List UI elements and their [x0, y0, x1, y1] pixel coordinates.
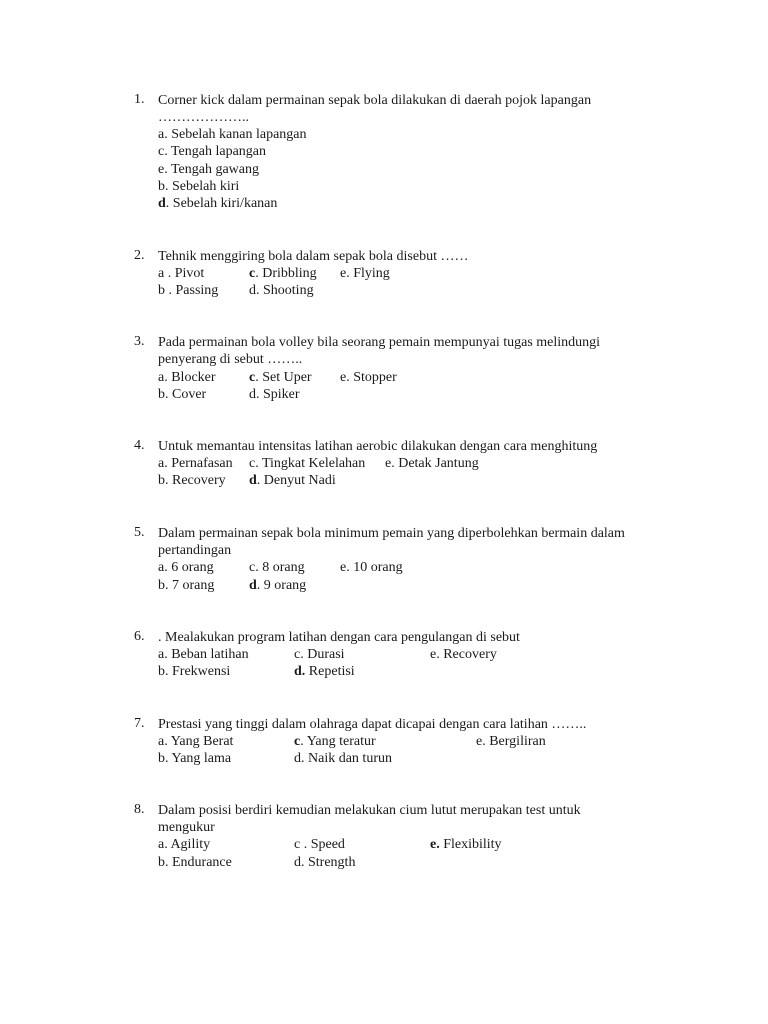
option-text: . Speed [300, 837, 345, 852]
option-letter: c. [249, 456, 259, 471]
option-letter: b. [158, 664, 169, 679]
option-letter: b. [158, 387, 169, 402]
option-letter: b [158, 283, 165, 298]
option-letter: e. [476, 734, 486, 749]
option-b [158, 663, 230, 680]
option-text: Durasi [303, 647, 345, 662]
question-number: 2. [134, 248, 145, 263]
option-a [158, 126, 307, 143]
option-letter: c [249, 370, 256, 385]
option-text: . Denyut Nadi [256, 473, 336, 488]
question-stem-line: penyerang di sebut …….. [158, 352, 303, 367]
option-letter: d [158, 196, 166, 211]
option-text: . Sebelah kiri/kanan [165, 196, 278, 211]
option-letter: c. [294, 647, 304, 662]
option-text: Recovery [168, 473, 226, 488]
question-number: 5. [134, 525, 145, 540]
option-b [158, 386, 206, 403]
option-text: Yang lama [168, 751, 232, 766]
option-a [158, 733, 233, 750]
option-text: Yang Berat [167, 734, 234, 749]
option-letter: c [294, 734, 301, 749]
option-text: Spiker [259, 387, 300, 402]
option-text: Tingkat Kelelahan [258, 456, 366, 471]
option-c [294, 836, 345, 853]
option-letter: e. [340, 560, 350, 575]
option-text: Blocker [167, 370, 216, 385]
option-letter: e. [340, 370, 350, 385]
option-text: 8 orang [258, 560, 305, 575]
option-text: . Set Uper [255, 370, 312, 385]
option-c [294, 733, 376, 750]
option-text: 10 orang [349, 560, 403, 575]
option-text: Repetisi [305, 664, 355, 679]
question-stem-line: . Mealakukan program latihan dengan cara pengulangan di sebut [158, 630, 520, 645]
option-b [158, 854, 232, 871]
option-text: Recovery [439, 647, 497, 662]
option-text: . 9 orang [256, 578, 307, 593]
option-a [158, 646, 249, 663]
question-number: 3. [134, 334, 145, 349]
option-d [294, 750, 392, 767]
option-letter: d. [294, 751, 305, 766]
option-b [158, 178, 239, 195]
option-letter: a. [158, 456, 168, 471]
option-letter: e. [430, 647, 440, 662]
option-e [430, 646, 497, 663]
option-letter: c [294, 837, 301, 852]
option-e [340, 559, 403, 576]
option-e [476, 733, 546, 750]
question-stem-line: ……………….. [158, 110, 249, 125]
option-letter: c. [249, 560, 259, 575]
option-text: Flying [349, 266, 390, 281]
option-b [158, 282, 218, 299]
option-e [158, 161, 259, 178]
option-text: Sebelah kanan lapangan [167, 127, 307, 142]
option-text: Sebelah kiri [168, 179, 240, 194]
option-text: Shooting [259, 283, 314, 298]
option-a [158, 369, 216, 386]
question-number: 1. [134, 92, 145, 107]
option-text: Stopper [349, 370, 397, 385]
option-text: Frekwensi [168, 664, 231, 679]
option-letter: a. [158, 127, 168, 142]
option-d [158, 195, 277, 212]
question-number: 8. [134, 802, 145, 817]
option-a [158, 265, 204, 282]
option-letter: d. [249, 283, 260, 298]
option-letter: d [249, 473, 257, 488]
option-c [158, 143, 266, 160]
option-text: 6 orang [167, 560, 214, 575]
option-letter: b. [158, 179, 169, 194]
option-letter: e. [385, 456, 395, 471]
option-text: . Passing [165, 283, 219, 298]
option-c [249, 455, 365, 472]
option-text: Strength [304, 855, 356, 870]
option-letter: b. [158, 855, 169, 870]
question-stem-line: mengukur [158, 820, 215, 835]
option-a [158, 455, 233, 472]
option-e [340, 369, 397, 386]
option-text: Cover [168, 387, 207, 402]
question-number: 7. [134, 716, 145, 731]
question-number: 4. [134, 438, 145, 453]
option-letter: d. [249, 387, 260, 402]
option-text: . Pivot [164, 266, 205, 281]
option-text: Bergiliran [485, 734, 546, 749]
option-letter: a. [158, 734, 168, 749]
question-stem-line: Untuk memantau intensitas latihan aerobic dilakukan dengan cara menghitung [158, 439, 598, 454]
option-d [294, 663, 355, 680]
option-letter: a. [158, 370, 168, 385]
option-text: Beban latihan [167, 647, 249, 662]
option-letter: b. [158, 473, 169, 488]
option-d [249, 386, 300, 403]
option-c [249, 265, 317, 282]
option-text: Flexibility [439, 837, 502, 852]
option-c [249, 559, 305, 576]
option-letter: c. [158, 144, 168, 159]
question-number: 6. [134, 629, 145, 644]
option-text: Endurance [168, 855, 232, 870]
question-stem-line: Dalam posisi berdiri kemudian melakukan cium lutut merupakan test untuk [158, 803, 581, 818]
option-text: Agility [167, 837, 211, 852]
option-letter: d [249, 578, 257, 593]
option-letter: a. [158, 837, 168, 852]
option-b [158, 750, 231, 767]
option-letter: a. [158, 647, 168, 662]
option-letter: b. [158, 578, 169, 593]
option-c [249, 369, 312, 386]
option-text: . Dribbling [255, 266, 317, 281]
question-stem-line: Pada permainan bola volley bila seorang pemain mempunyai tugas melindungi [158, 335, 601, 350]
option-b [158, 472, 226, 489]
option-text: Tengah lapangan [167, 144, 266, 159]
option-letter: d. [294, 855, 305, 870]
option-letter: c [249, 266, 256, 281]
question-stem-line: Dalam permainan sepak bola minimum pemain yang diperbolehkan bermain dalam [158, 526, 625, 541]
option-c [294, 646, 345, 663]
question-stem-line: pertandingan [158, 543, 232, 558]
option-e [430, 836, 502, 853]
option-letter: e. [430, 837, 440, 852]
option-letter: b. [158, 751, 169, 766]
option-e [385, 455, 479, 472]
option-letter: d. [294, 664, 306, 679]
option-text: Pernafasan [167, 456, 233, 471]
question-stem-line: Tehnik menggiring bola dalam sepak bola disebut …… [158, 249, 469, 264]
option-text: 7 orang [168, 578, 215, 593]
option-text: . Yang teratur [300, 734, 376, 749]
question-stem-line: Corner kick dalam permainan sepak bola dilakukan di daerah pojok lapangan [158, 93, 592, 108]
option-d [294, 854, 355, 871]
option-letter: e. [340, 266, 350, 281]
option-text: Tengah gawang [167, 162, 260, 177]
question-stem-line: Prestasi yang tinggi dalam olahraga dapat dicapai dengan cara latihan …….. [158, 717, 587, 732]
option-text: Detak Jantung [394, 456, 479, 471]
option-a [158, 559, 214, 576]
option-letter: a. [158, 560, 168, 575]
option-letter: a [158, 266, 165, 281]
option-b [158, 577, 214, 594]
option-d [249, 577, 306, 594]
option-a [158, 836, 210, 853]
option-text: Naik dan turun [304, 751, 392, 766]
option-e [340, 265, 390, 282]
option-letter: e. [158, 162, 168, 177]
option-d [249, 282, 314, 299]
option-d [249, 472, 336, 489]
